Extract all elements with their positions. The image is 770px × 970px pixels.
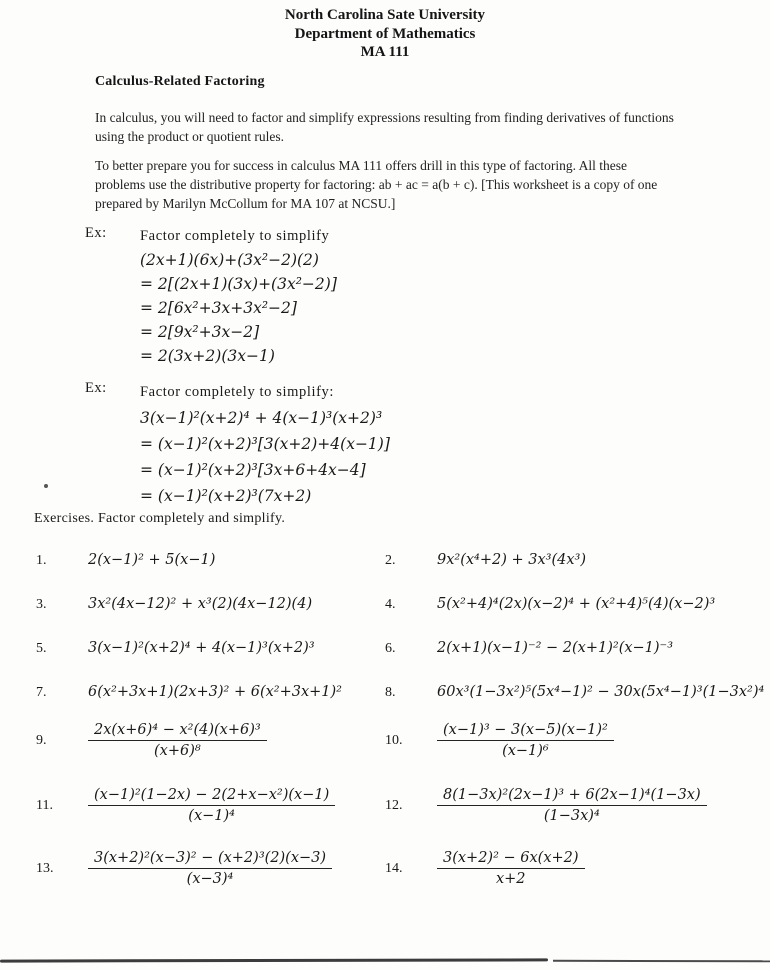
fraction-denominator: (x−1)⁶ (502, 743, 549, 759)
example-1-math-line: = 2(3x+2)(3x−1) (140, 347, 275, 365)
exercise-number: 4. (385, 597, 396, 612)
exercise-1 (36, 552, 385, 569)
exercise-4 (385, 596, 762, 613)
document-header (0, 6, 770, 62)
exercise-number: 14. (385, 860, 403, 876)
exercise-number: 10. (385, 732, 403, 748)
example-1-math-line: = 2[(2x+1)(3x)+(3x²−2)] (140, 275, 337, 293)
fraction-numerator: 2x(x+6)⁴ − x²(4)(x+6)³ (88, 722, 267, 741)
exercise-expression: 60x³(1−3x²)⁵(5x⁴−1)² − 30x(5x⁴−1)³(1−3x²)⁴ (437, 684, 765, 700)
intro-p1-line2: using the product or quotient rules. (95, 129, 284, 144)
example-1-math-line: (2x+1)(6x)+(3x²−2)(2) (140, 251, 319, 269)
exercise-11 (36, 787, 385, 824)
scan-edge-line (0, 958, 548, 962)
example-1-math-line: = 2[6x²+3x+3x²−2] (140, 299, 297, 317)
fraction-numerator: 8(1−3x)²(2x−1)³ + 6(2x−1)⁴(1−3x) (437, 787, 707, 806)
exercise-fraction (88, 787, 335, 824)
intro-paragraph-2 (95, 156, 657, 213)
exercise-fraction (88, 722, 267, 759)
exercise-14 (385, 850, 762, 887)
example-2-title: Factor completely to simplify: (140, 384, 334, 400)
exercise-expression: 3(x−1)²(x+2)⁴ + 4(x−1)³(x+2)³ (88, 640, 315, 656)
example-2-label: Ex: (85, 380, 107, 396)
intro-p2-line3: prepared by Marilyn McCollum for MA 107 at NCSU.] (95, 196, 396, 211)
exercise-number: 9. (36, 732, 47, 748)
exercise-9 (36, 722, 385, 759)
exercise-10 (385, 722, 762, 759)
exercise-row (36, 596, 762, 613)
exercise-5 (36, 640, 385, 657)
intro-p1-line1: In calculus, you will need to factor and simplify expressions resulting from finding derivatives of functions (95, 110, 674, 125)
scan-artifact-dot (44, 484, 48, 488)
fraction-denominator: (x−3)⁴ (186, 871, 234, 887)
exercise-number: 2. (385, 553, 396, 568)
exercise-row (36, 640, 762, 657)
exercise-expression: 5(x²+4)⁴(2x)(x−2)⁴ + (x²+4)⁵(4)(x−2)³ (437, 596, 716, 612)
exercises-heading: Exercises. Factor completely and simplify. (34, 511, 286, 526)
example-2 (85, 379, 685, 509)
exercise-number: 8. (385, 685, 396, 700)
exercise-expression: 9x²(x⁴+2) + 3x³(4x³) (437, 552, 587, 568)
exercise-2 (385, 552, 762, 569)
fraction-denominator: (1−3x)⁴ (543, 808, 600, 824)
department-name: Department of Mathematics (294, 25, 476, 42)
exercise-row (36, 850, 762, 887)
exercise-6 (385, 640, 762, 657)
exercise-number: 3. (36, 597, 47, 612)
exercise-fraction (437, 850, 585, 887)
exercise-number: 12. (385, 797, 403, 813)
exercise-3 (36, 596, 385, 613)
fraction-numerator: 3(x+2)² − 6x(x+2) (437, 850, 585, 869)
scan-edge-line (553, 960, 770, 962)
exercise-number: 7. (36, 685, 47, 700)
intro-paragraph-1 (95, 108, 674, 146)
exercise-number: 6. (385, 641, 396, 656)
exercise-expression: 2(x+1)(x−1)⁻² − 2(x+1)²(x−1)⁻³ (437, 640, 674, 656)
fraction-denominator: (x+6)⁸ (153, 743, 201, 759)
exercise-row (36, 787, 762, 824)
exercise-number: 5. (36, 641, 47, 656)
example-2-math-line: 3(x−1)²(x+2)⁴ + 4(x−1)³(x+2)³ (140, 409, 383, 427)
fraction-numerator: 3(x+2)²(x−3)² − (x+2)³(2)(x−3) (88, 850, 332, 869)
course-code: MA 111 (360, 44, 410, 60)
exercise-number: 11. (36, 797, 53, 813)
exercise-row (36, 552, 762, 569)
example-1 (85, 224, 685, 368)
exercise-expression: 6(x²+3x+1)(2x+3)² + 6(x²+3x+1)² (88, 684, 342, 700)
exercise-7 (36, 684, 385, 701)
worksheet-title: Calculus-Related Factoring (95, 74, 265, 89)
example-1-math-line: = 2[9x²+3x−2] (140, 323, 260, 341)
exercise-number: 1. (36, 553, 47, 568)
example-2-math-line: = (x−1)²(x+2)³[3x+6+4x−4] (140, 461, 366, 479)
exercise-expression: 2(x−1)² + 5(x−1) (88, 552, 216, 568)
exercise-fraction (437, 722, 614, 759)
fraction-numerator: (x−1)³ − 3(x−5)(x−1)² (437, 722, 614, 741)
fraction-denominator: x+2 (495, 871, 526, 887)
exercise-number: 13. (36, 860, 54, 876)
fraction-denominator: (x−1)⁴ (188, 808, 235, 824)
exercise-expression: 3x²(4x−12)² + x³(2)(4x−12)(4) (88, 596, 313, 612)
example-2-math-line: = (x−1)²(x+2)³[3(x+2)+4(x−1)] (140, 435, 390, 453)
exercise-8 (385, 684, 764, 701)
example-1-title: Factor completely to simplify (140, 228, 330, 244)
exercise-13 (36, 850, 385, 887)
example-1-label: Ex: (85, 225, 107, 241)
exercise-fraction (88, 850, 332, 887)
exercise-fraction (437, 787, 707, 824)
exercise-12 (385, 787, 762, 824)
example-2-math-line: = (x−1)²(x+2)³(7x+2) (140, 487, 312, 505)
university-name: North Carolina Sate University (284, 7, 486, 23)
intro-p2-line1: To better prepare you for success in calculus MA 111 offers drill in this type of factoring. All these (95, 158, 628, 173)
exercise-row (36, 684, 765, 701)
exercise-row (36, 722, 762, 759)
fraction-numerator: (x−1)²(1−2x) − 2(2+x−x²)(x−1) (88, 787, 335, 806)
intro-p2-line2: problems use the distributive property for factoring: ab + ac = a(b + c). [This worksheet is a copy of one (95, 177, 658, 192)
